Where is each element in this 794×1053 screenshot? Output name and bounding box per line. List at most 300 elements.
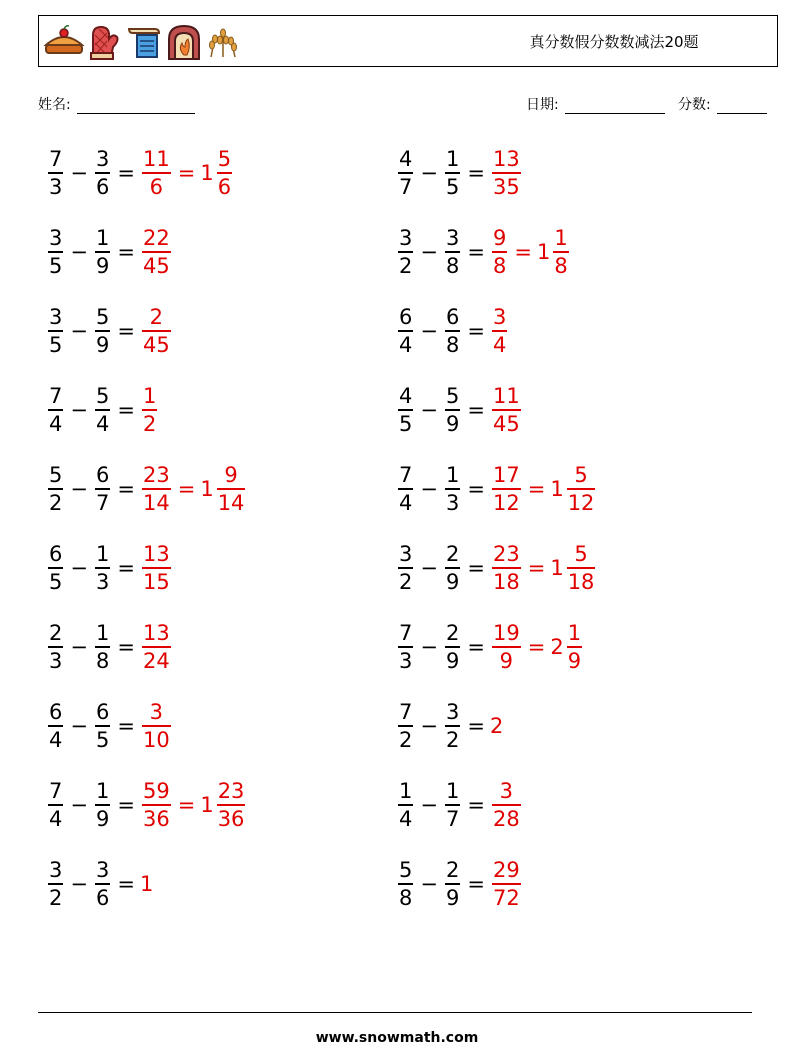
equals-sign: = [467, 556, 485, 580]
answer-fraction [142, 146, 171, 200]
subtrahend-fraction [445, 304, 460, 358]
answer-fraction-numerator: 23 [142, 463, 170, 488]
minuend-fraction-numerator: 3 [49, 226, 63, 251]
subtrahend-fraction-denominator: 9 [445, 648, 460, 673]
rolling-pin-icon [125, 23, 163, 61]
answer-fraction-denominator: 45 [142, 332, 170, 357]
subtrahend-fraction-denominator: 6 [95, 174, 110, 199]
subtrahend-fraction [95, 304, 110, 358]
problem-item [46, 775, 247, 835]
header-box [38, 15, 778, 67]
minus-sign: − [70, 319, 88, 343]
answer-fraction-denominator: 18 [492, 569, 520, 594]
answer-fraction-numerator: 23 [492, 542, 520, 567]
subtrahend-fraction-denominator: 5 [95, 727, 110, 752]
mixed-numerator: 23 [217, 779, 245, 804]
answer-fraction [142, 778, 171, 832]
problem-item [396, 775, 523, 835]
subtrahend-fraction [95, 383, 110, 437]
minuend-fraction [48, 857, 63, 911]
subtrahend-fraction-numerator: 6 [445, 305, 460, 330]
minuend-fraction-denominator: 4 [49, 727, 63, 752]
minuend-fraction-denominator: 2 [49, 885, 63, 910]
answer [140, 872, 153, 896]
answer [140, 304, 173, 358]
answer-equals-sign: = [177, 793, 196, 817]
minus-sign: − [70, 714, 88, 738]
subtrahend-fraction-numerator: 1 [95, 226, 110, 251]
equals-sign: = [117, 872, 135, 896]
minuend-fraction-numerator: 7 [399, 463, 413, 488]
answer [490, 146, 523, 200]
mixed-denominator: 36 [217, 806, 245, 831]
subtrahend-fraction-numerator: 3 [445, 226, 460, 251]
answer [140, 225, 173, 279]
minuend-fraction [48, 225, 63, 279]
minuend-fraction-numerator: 3 [399, 226, 413, 251]
problem-item [46, 459, 247, 519]
equals-sign: = [117, 477, 135, 501]
minuend-fraction [398, 778, 413, 832]
answer-equals-sign: = [527, 477, 546, 501]
mixed-numerator: 9 [224, 463, 238, 488]
mixed-numerator: 5 [217, 147, 232, 172]
answer [490, 778, 523, 832]
subtrahend-fraction [445, 225, 460, 279]
footer-url: www.snowmath.com [315, 1030, 479, 1046]
minus-sign: − [70, 398, 88, 422]
minuend-fraction-numerator: 5 [399, 858, 413, 883]
equals-sign: = [467, 872, 485, 896]
subtrahend-fraction-denominator: 8 [445, 253, 460, 278]
subtrahend-fraction [95, 699, 110, 753]
equals-sign: = [467, 635, 485, 659]
date-field [526, 94, 665, 114]
mixed-fraction [553, 225, 568, 279]
oven-mitt-icon [87, 23, 123, 61]
answer-fraction-numerator: 19 [492, 621, 520, 646]
subtrahend-fraction-denominator: 9 [95, 332, 110, 357]
minuend-fraction-denominator: 5 [49, 569, 63, 594]
mixed-denominator: 8 [554, 253, 568, 278]
subtrahend-fraction-numerator: 1 [445, 463, 460, 488]
subtrahend-fraction-numerator: 1 [95, 542, 110, 567]
answer-fraction-numerator: 1 [142, 384, 157, 409]
subtrahend-fraction [95, 541, 110, 595]
subtrahend-fraction [445, 541, 460, 595]
subtrahend-fraction-numerator: 1 [95, 621, 110, 646]
mixed-fraction [217, 462, 246, 516]
subtrahend-fraction-numerator: 2 [445, 858, 460, 883]
subtrahend-fraction-denominator: 9 [445, 411, 460, 436]
minuend-fraction-denominator: 4 [399, 332, 413, 357]
minuend-fraction-numerator: 6 [49, 700, 63, 725]
subtrahend-fraction [445, 146, 460, 200]
answer-fraction-numerator: 3 [492, 305, 507, 330]
answer-fraction-denominator: 10 [142, 727, 170, 752]
equals-sign: = [117, 161, 135, 185]
answer-fraction-numerator: 59 [142, 779, 170, 804]
subtrahend-fraction [445, 699, 460, 753]
minuend-fraction [48, 383, 63, 437]
minus-sign: − [420, 319, 438, 343]
answer-fraction-numerator: 11 [142, 147, 170, 172]
answer-whole: 1 [139, 872, 154, 896]
minuend-fraction-numerator: 4 [399, 384, 413, 409]
mixed-whole: 1 [550, 477, 564, 501]
minuend-fraction-denominator: 3 [49, 174, 63, 199]
minus-sign: − [420, 161, 438, 185]
answer-equals-sign: = [177, 161, 196, 185]
minuend-fraction-denominator: 4 [49, 411, 63, 436]
answer-fraction [492, 857, 521, 911]
answer-fraction [142, 462, 171, 516]
minuend-fraction-numerator: 6 [399, 305, 413, 330]
minuend-fraction-denominator: 2 [399, 727, 413, 752]
subtrahend-fraction-denominator: 3 [95, 569, 110, 594]
minuend-fraction-numerator: 3 [399, 542, 413, 567]
mixed-denominator: 9 [567, 648, 582, 673]
mixed-numerator: 5 [574, 542, 588, 567]
mixed-denominator: 6 [217, 174, 232, 199]
answer-fraction [142, 541, 171, 595]
subtrahend-fraction [445, 620, 460, 674]
minuend-fraction [398, 146, 413, 200]
minuend-fraction-denominator: 2 [49, 490, 63, 515]
minuend-fraction [48, 146, 63, 200]
problem-item [396, 696, 503, 756]
problem-item [46, 617, 173, 677]
mixed-whole: 1 [536, 240, 551, 264]
answer-fraction-denominator: 45 [492, 411, 520, 436]
answer [140, 541, 173, 595]
equals-sign: = [467, 161, 485, 185]
minus-sign: − [420, 714, 438, 738]
oven-icon [165, 23, 203, 61]
mixed-fraction [217, 146, 232, 200]
subtrahend-fraction-numerator: 2 [445, 621, 460, 646]
minus-sign: − [70, 240, 88, 264]
header-icons [43, 22, 241, 62]
subtrahend-fraction-denominator: 9 [445, 885, 460, 910]
equals-sign: = [117, 793, 135, 817]
minus-sign: − [70, 793, 88, 817]
minuend-fraction-denominator: 4 [49, 806, 63, 831]
minuend-fraction-numerator: 4 [399, 147, 413, 172]
mixed-numerator: 1 [567, 621, 582, 646]
minus-sign: − [420, 398, 438, 422]
answer [490, 857, 523, 911]
answer-fraction-denominator: 4 [492, 332, 507, 357]
answer-fraction-denominator: 9 [499, 648, 514, 673]
minuend-fraction-numerator: 7 [49, 779, 63, 804]
minus-sign: − [70, 635, 88, 659]
subtrahend-fraction [95, 146, 110, 200]
answer-fraction-denominator: 15 [142, 569, 170, 594]
subtrahend-fraction [95, 778, 110, 832]
subtrahend-fraction-numerator: 5 [95, 384, 110, 409]
subtrahend-fraction [95, 462, 110, 516]
name-label: 姓名: [38, 97, 71, 113]
answer-fraction-denominator: 6 [149, 174, 164, 199]
answer [140, 146, 234, 200]
minuend-fraction-denominator: 5 [49, 253, 63, 278]
minuend-fraction-denominator: 5 [49, 332, 63, 357]
minuend-fraction-numerator: 7 [49, 384, 63, 409]
mixed-fraction [567, 541, 596, 595]
minuend-fraction-numerator: 3 [49, 858, 63, 883]
problem-item [396, 222, 571, 282]
mixed-fraction [567, 620, 582, 674]
answer-fraction-denominator: 72 [492, 885, 520, 910]
answer-fraction [492, 225, 507, 279]
problem-item [46, 380, 159, 440]
answer-fraction [492, 146, 521, 200]
minuend-fraction [398, 857, 413, 911]
answer-fraction [492, 778, 521, 832]
answer-fraction-numerator: 3 [149, 700, 164, 725]
minus-sign: − [420, 635, 438, 659]
subtrahend-fraction-numerator: 3 [445, 700, 460, 725]
minuend-fraction [398, 541, 413, 595]
answer-fraction-numerator: 3 [499, 779, 514, 804]
minuend-fraction-numerator: 7 [399, 700, 413, 725]
subtrahend-fraction-denominator: 7 [95, 490, 110, 515]
minuend-fraction [398, 699, 413, 753]
worksheet-title: 真分数假分数数减法20题 [529, 33, 699, 51]
answer [490, 541, 597, 595]
problem-item [396, 538, 597, 598]
answer [490, 714, 503, 738]
answer-fraction-numerator: 11 [492, 384, 520, 409]
answer-fraction [142, 620, 171, 674]
equals-sign: = [117, 714, 135, 738]
minuend-fraction [398, 462, 413, 516]
minus-sign: − [70, 872, 88, 896]
minuend-fraction-denominator: 2 [399, 253, 413, 278]
answer [140, 778, 247, 832]
answer [490, 304, 509, 358]
answer-fraction-numerator: 13 [142, 621, 170, 646]
answer-equals-sign: = [527, 635, 546, 659]
answer [140, 462, 247, 516]
answer-fraction-denominator: 2 [142, 411, 157, 436]
answer-fraction-numerator: 17 [492, 463, 520, 488]
minuend-fraction-numerator: 6 [49, 542, 63, 567]
answer-fraction-numerator: 2 [149, 305, 164, 330]
mixed-numerator: 5 [574, 463, 588, 488]
subtrahend-fraction [445, 857, 460, 911]
subtrahend-fraction-numerator: 6 [95, 700, 110, 725]
answer-fraction-denominator: 24 [142, 648, 170, 673]
equals-sign: = [117, 635, 135, 659]
answer [140, 620, 173, 674]
minuend-fraction-denominator: 4 [399, 490, 413, 515]
subtrahend-fraction-denominator: 3 [445, 490, 460, 515]
minuend-fraction-numerator: 7 [49, 147, 63, 172]
mixed-whole: 2 [550, 635, 564, 659]
wheat-icon [205, 25, 241, 59]
minuend-fraction [48, 541, 63, 595]
subtrahend-fraction-denominator: 9 [445, 569, 460, 594]
problem-item [396, 854, 523, 914]
answer [490, 383, 523, 437]
mixed-fraction [217, 778, 246, 832]
answer-fraction [142, 304, 171, 358]
minuend-fraction [48, 778, 63, 832]
mixed-fraction [567, 462, 596, 516]
minuend-fraction-denominator: 3 [49, 648, 63, 673]
subtrahend-fraction-numerator: 2 [445, 542, 460, 567]
answer [140, 699, 173, 753]
minus-sign: − [70, 477, 88, 501]
subtrahend-fraction [95, 857, 110, 911]
subtrahend-fraction [445, 383, 460, 437]
equals-sign: = [117, 240, 135, 264]
equals-sign: = [467, 714, 485, 738]
answer-equals-sign: = [177, 477, 196, 501]
problem-item [396, 617, 584, 677]
answer-fraction-denominator: 28 [492, 806, 520, 831]
equals-sign: = [467, 793, 485, 817]
answer-equals-sign: = [527, 556, 546, 580]
problem-item [396, 301, 509, 361]
score-field [678, 94, 767, 114]
subtrahend-fraction-denominator: 9 [95, 253, 110, 278]
answer-fraction [142, 383, 157, 437]
subtrahend-fraction [445, 462, 460, 516]
subtrahend-fraction-numerator: 1 [445, 147, 460, 172]
answer-fraction-denominator: 45 [142, 253, 170, 278]
minuend-fraction-denominator: 8 [399, 885, 413, 910]
mixed-whole: 1 [200, 477, 214, 501]
answer-fraction-denominator: 8 [492, 253, 507, 278]
answer-fraction [142, 225, 171, 279]
answer-fraction-numerator: 29 [492, 858, 520, 883]
minus-sign: − [420, 240, 438, 264]
subtrahend-fraction-denominator: 8 [445, 332, 460, 357]
subtrahend-fraction-denominator: 2 [445, 727, 460, 752]
name-field [38, 94, 195, 114]
minuend-fraction [48, 620, 63, 674]
minuend-fraction [48, 304, 63, 358]
subtrahend-fraction [95, 225, 110, 279]
minuend-fraction-numerator: 2 [49, 621, 63, 646]
minuend-fraction-denominator: 2 [399, 569, 413, 594]
answer-fraction-denominator: 35 [492, 174, 520, 199]
answer-fraction [492, 304, 507, 358]
subtrahend-fraction-denominator: 4 [95, 411, 110, 436]
answer-fraction-numerator: 9 [492, 226, 507, 251]
equals-sign: = [467, 240, 485, 264]
minus-sign: − [420, 793, 438, 817]
answer-fraction [492, 541, 521, 595]
mixed-whole: 1 [200, 793, 214, 817]
answer-fraction-numerator: 22 [142, 226, 170, 251]
subtrahend-fraction-denominator: 8 [95, 648, 110, 673]
equals-sign: = [117, 556, 135, 580]
subtrahend-fraction-numerator: 5 [445, 384, 460, 409]
equals-sign: = [467, 398, 485, 422]
answer-fraction [492, 462, 521, 516]
problem-item [46, 301, 173, 361]
subtrahend-fraction [445, 778, 460, 832]
answer-fraction-denominator: 12 [492, 490, 520, 515]
problem-item [46, 854, 153, 914]
minuend-fraction [398, 225, 413, 279]
equals-sign: = [467, 477, 485, 501]
minuend-fraction-denominator: 7 [399, 174, 413, 199]
answer-fraction-numerator: 13 [142, 542, 170, 567]
equals-sign: = [467, 319, 485, 343]
equals-sign: = [117, 319, 135, 343]
problem-item [46, 538, 173, 598]
minus-sign: − [70, 161, 88, 185]
footer-divider [38, 1012, 752, 1013]
minuend-fraction [398, 383, 413, 437]
name-line[interactable] [77, 97, 195, 114]
problem-item [396, 143, 523, 203]
answer [490, 620, 584, 674]
minuend-fraction-numerator: 3 [49, 305, 63, 330]
subtrahend-fraction-numerator: 1 [445, 779, 460, 804]
answer-whole: 2 [489, 714, 504, 738]
answer-equals-sign: = [514, 240, 532, 264]
mixed-whole: 1 [550, 556, 564, 580]
minuend-fraction-numerator: 7 [399, 621, 413, 646]
date-line[interactable] [565, 97, 665, 114]
date-label: 日期: [526, 97, 559, 113]
answer-fraction [142, 699, 171, 753]
problem-item [396, 380, 523, 440]
answer-fraction [492, 383, 521, 437]
problem-item [46, 143, 234, 203]
subtrahend-fraction-numerator: 1 [95, 779, 110, 804]
mixed-whole: 1 [200, 161, 214, 185]
minuend-fraction [398, 304, 413, 358]
answer-fraction-denominator: 14 [142, 490, 170, 515]
minus-sign: − [420, 556, 438, 580]
minus-sign: − [70, 556, 88, 580]
problem-item [46, 222, 173, 282]
mixed-denominator: 18 [567, 569, 595, 594]
answer-fraction-numerator: 13 [492, 147, 520, 172]
minus-sign: − [420, 872, 438, 896]
answer-fraction-denominator: 36 [142, 806, 170, 831]
minus-sign: − [420, 477, 438, 501]
minuend-fraction-denominator: 4 [399, 806, 413, 831]
pie-icon [43, 25, 85, 59]
subtrahend-fraction-denominator: 6 [95, 885, 110, 910]
subtrahend-fraction [95, 620, 110, 674]
minuend-fraction [48, 462, 63, 516]
problem-item [396, 459, 597, 519]
subtrahend-fraction-numerator: 5 [95, 305, 110, 330]
subtrahend-fraction-numerator: 3 [95, 858, 110, 883]
score-line[interactable] [717, 97, 767, 114]
problem-item [46, 696, 173, 756]
minuend-fraction [398, 620, 413, 674]
equals-sign: = [117, 398, 135, 422]
minuend-fraction-denominator: 5 [399, 411, 413, 436]
subtrahend-fraction-numerator: 6 [95, 463, 110, 488]
mixed-denominator: 12 [567, 490, 595, 515]
answer [140, 383, 159, 437]
mixed-numerator: 1 [554, 226, 568, 251]
subtrahend-fraction-denominator: 5 [445, 174, 460, 199]
minuend-fraction-denominator: 3 [399, 648, 413, 673]
minuend-fraction-numerator: 5 [49, 463, 63, 488]
